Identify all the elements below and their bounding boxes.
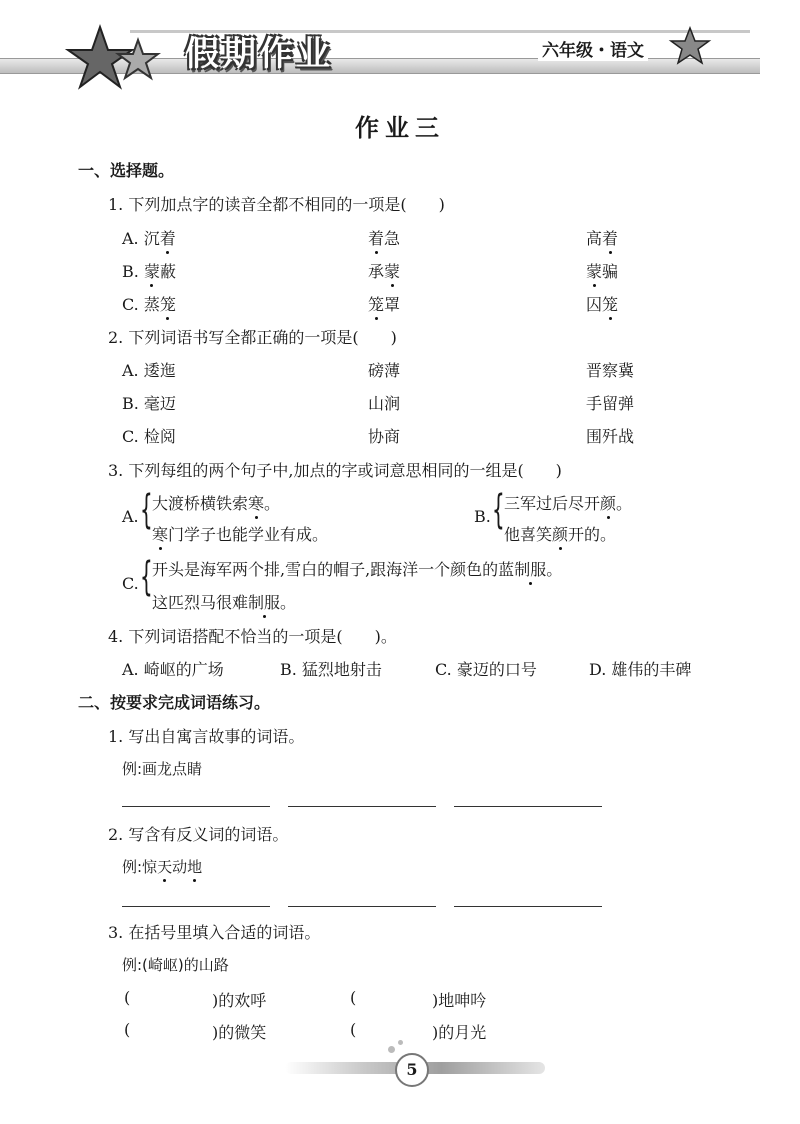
page-title: 作业三	[355, 114, 445, 142]
answer-line[interactable]	[288, 906, 436, 907]
q3-b-brace: {	[492, 487, 505, 533]
q1-option-c3: 囚笼	[586, 295, 619, 314]
footer-dot	[398, 1040, 403, 1045]
q2-c3: 围歼战	[586, 427, 635, 446]
stars-logo-icon	[60, 22, 170, 92]
q2-b3: 手留弹	[586, 394, 635, 413]
section2-heading: 二、按要求完成词语练习。	[78, 693, 271, 712]
q2-a1: A. 逶迤	[122, 361, 176, 380]
q4-option-d: D. 雄伟的丰碑	[589, 660, 692, 679]
q2-b2: 山涧	[368, 394, 401, 413]
q2-c1: C. 检阅	[122, 427, 176, 446]
q1-option-b3: 蒙骗	[586, 262, 619, 281]
stars-small-icon	[668, 26, 718, 68]
page-number: 5	[395, 1053, 429, 1087]
q3-b-label: B.	[474, 507, 491, 526]
q3-a-label: A.	[122, 507, 139, 526]
q3-c-sentence1: 开头是海军两个排,雪白的帽子,跟海洋一个颜色的蓝制服。	[152, 560, 563, 579]
q3-a-brace: {	[140, 487, 153, 533]
q2-a3: 晋察冀	[586, 361, 635, 380]
fill-open-paren[interactable]: (	[124, 988, 131, 1007]
fill-open-paren[interactable]: (	[350, 988, 357, 1007]
fill-open-paren[interactable]: (	[350, 1020, 357, 1039]
s2-q2-stem: 2. 写含有反义词的词语。	[108, 825, 289, 844]
s2-q3-stem: 3. 在括号里填入合适的词语。	[108, 923, 321, 942]
fill-open-paren[interactable]: (	[124, 1020, 131, 1039]
q3-a-sentence2: 寒门学子也能学业有成。	[152, 525, 329, 544]
answer-line[interactable]	[122, 906, 270, 907]
s2-q1-example: 例:画龙点睛	[122, 760, 203, 778]
header-title: 假期作业	[185, 34, 333, 74]
footer-dot	[388, 1046, 395, 1053]
q3-b-sentence1: 三军过后尽开颜。	[504, 494, 633, 513]
fill-suffix: )的微笑	[212, 1023, 267, 1042]
fill-suffix: )地呻吟	[432, 991, 487, 1010]
s2-q3-example: 例:(崎岖)的山路	[122, 956, 229, 974]
q4-option-a: A. 崎岖的广场	[122, 660, 224, 679]
q1-option-b2: 承蒙	[368, 262, 401, 281]
q3-a-sentence1: 大渡桥横铁索寒。	[152, 494, 281, 513]
q1-option-a3: 高着	[586, 229, 619, 248]
answer-line[interactable]	[122, 806, 270, 807]
q1-option-b1: B. 蒙蔽	[122, 262, 176, 281]
s2-q1-stem: 1. 写出自寓言故事的词语。	[108, 727, 305, 746]
q1-option-a2: 着急	[368, 229, 401, 248]
q1-option-c2: 笼罩	[368, 295, 401, 314]
q1-option-a1: A. 沉着	[122, 229, 176, 248]
fill-suffix: )的月光	[432, 1023, 487, 1042]
s2-q2-example: 例:惊天动地	[122, 858, 203, 876]
q3-c-sentence2: 这匹烈马很难制服。	[152, 593, 297, 612]
answer-line[interactable]	[454, 906, 602, 907]
q2-a2: 磅薄	[368, 361, 401, 380]
answer-line[interactable]	[454, 806, 602, 807]
grade-label: 六年级・语文	[538, 36, 648, 61]
q3-b-sentence2: 他喜笑颜开的。	[504, 525, 617, 544]
q4-option-c: C. 豪迈的口号	[435, 660, 537, 679]
q4-option-b: B. 猛烈地射击	[280, 660, 382, 679]
answer-line[interactable]	[288, 806, 436, 807]
fill-suffix: )的欢呼	[212, 991, 267, 1010]
q3-c-brace: {	[140, 554, 153, 600]
q3-c-label: C.	[122, 574, 139, 593]
q2-c2: 协商	[368, 427, 401, 446]
q3-stem: 3. 下列每组的两个句子中,加点的字或词意思相同的一组是( )	[108, 461, 562, 480]
q4-stem: 4. 下列词语搭配不恰当的一项是( )。	[108, 627, 397, 646]
section1-heading: 一、选择题。	[78, 161, 175, 180]
q1-stem: 1. 下列加点字的读音全都不相同的一项是( )	[108, 195, 445, 214]
q2-stem: 2. 下列词语书写全都正确的一项是( )	[108, 328, 397, 347]
q2-b1: B. 毫迈	[122, 394, 176, 413]
q1-option-c1: C. 蒸笼	[122, 295, 176, 314]
